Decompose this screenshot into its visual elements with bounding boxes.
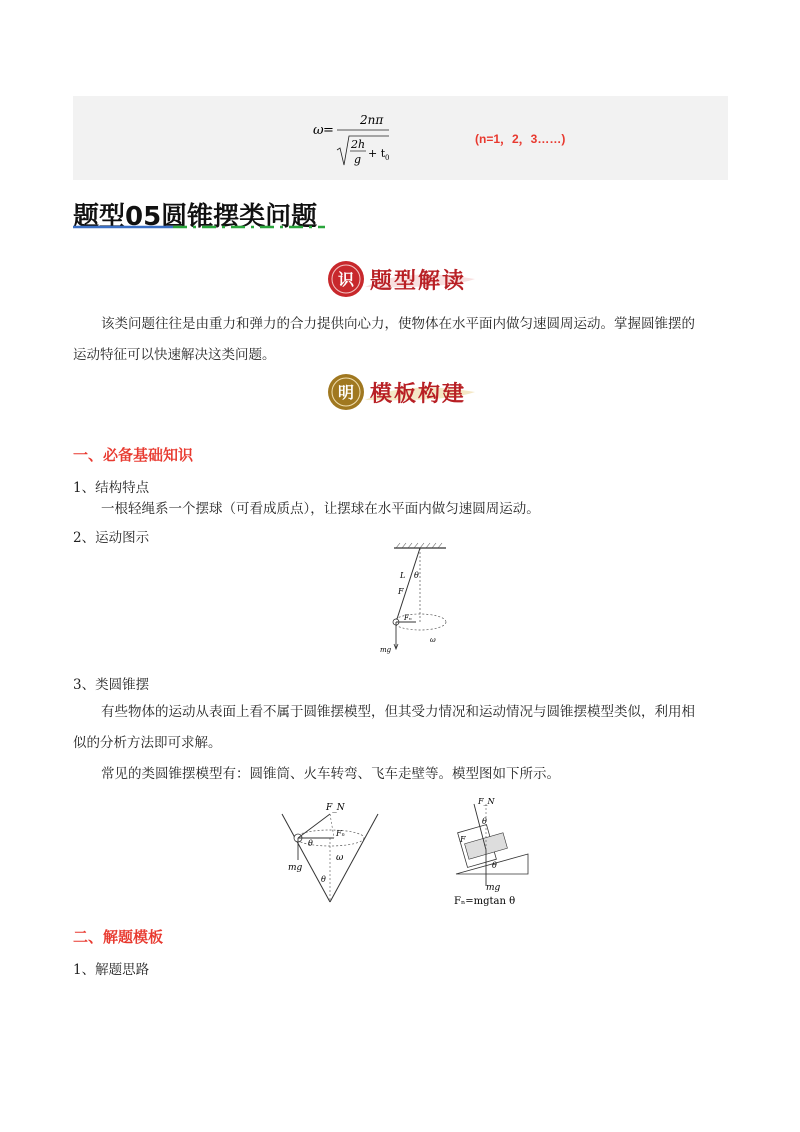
banner-question-type: [325, 257, 485, 301]
fig2-mg: mg: [288, 863, 303, 873]
banner1-seal: 识: [337, 270, 355, 289]
item3-para-line-1: 有些物体的运动从表面上看不属于圆锥摆模型，但其受力情况和运动情况与圆锥摆模型类似，利用相: [101, 704, 695, 720]
item3-para-line-2: 似的分析方法即可求解。: [73, 735, 222, 751]
fig3-theta: θ: [482, 817, 487, 826]
section-title: 题型05圆锥摆类问题: [73, 202, 318, 232]
intro-line-2: 运动特征可以快速解决这类问题。: [73, 347, 276, 363]
formula-omega: ω: [313, 123, 324, 138]
omega-formula: [313, 102, 493, 172]
fig3-caption: Fₙ=mgtan θ: [454, 896, 516, 907]
fig2-FN: F_N: [326, 803, 345, 813]
banner-template-build: [325, 370, 485, 414]
formula-note: (n=1，2，3……): [475, 132, 566, 146]
fig2-theta2: θ: [321, 875, 326, 884]
fig1-omega: ω: [430, 636, 436, 644]
banner2-seal: 明: [337, 383, 355, 402]
cone-funnel-figure: [278, 798, 384, 906]
item3-label: 3、类圆锥摆: [73, 677, 150, 693]
fig3-theta2: θ: [492, 861, 497, 870]
item1-text: 一根轻绳系一个摆球（可看成质点），让摆球在水平面内做匀速圆周运动。: [101, 501, 540, 517]
item3-para-2: 常见的类圆锥摆模型有：圆锥筒、火车转弯、飞车走壁等。模型图如下所示。: [101, 766, 560, 782]
fig3-mg: mg: [486, 883, 501, 893]
formula-numerator: 2nπ: [360, 113, 384, 127]
fig2-omega: ω: [336, 853, 344, 863]
item1-label: 1、结构特点: [73, 480, 150, 496]
fig3-F: F: [460, 835, 466, 844]
formula-sqrt-num: 2h: [351, 138, 366, 151]
formula-t-sub: 0: [385, 154, 390, 162]
formula-sqrt-den: g: [354, 153, 362, 166]
fig2-theta: θ: [308, 839, 313, 848]
banked-curve-figure: [448, 794, 538, 910]
title-underline: [73, 225, 333, 231]
fig2-Fn: Fₙ: [336, 829, 345, 838]
part1-heading: 一、必备基础知识: [73, 446, 194, 464]
formula-box: [73, 96, 728, 180]
banner1-text: 题型解读: [370, 268, 467, 294]
item2-label: 2、运动图示: [73, 530, 150, 546]
banner2-text: 模板构建: [370, 381, 467, 407]
formula-equals: =: [323, 123, 334, 138]
formula-plus-t: + t: [368, 147, 386, 160]
fig1-theta: θ: [414, 571, 419, 580]
intro-line-1: 该类问题往往是由重力和弹力的合力提供向心力，使物体在水平面内做匀速圆周运动。掌握圆锥摆的: [101, 316, 695, 332]
fig1-Fn: Fₙ: [404, 614, 412, 622]
fig1-F: F: [398, 587, 404, 596]
part2-item1: 1、解题思路: [73, 962, 150, 978]
fig1-mg: mg: [380, 646, 392, 654]
fig3-FN: F_N: [478, 797, 495, 806]
part2-heading: 二、解题模板: [73, 928, 164, 946]
conical-pendulum-figure: [376, 542, 460, 660]
fig1-L: L: [400, 571, 406, 580]
